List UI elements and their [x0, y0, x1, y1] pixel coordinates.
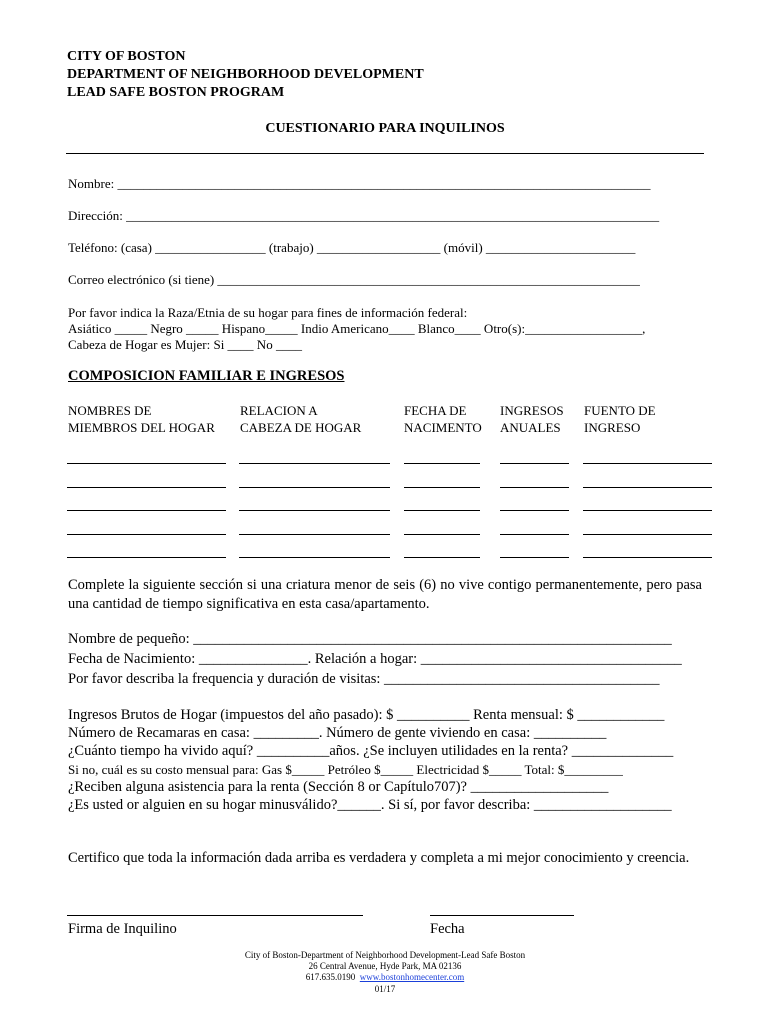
- household-row-4-col-5-field[interactable]: [583, 534, 712, 535]
- email-field[interactable]: Correo electrónico (si tiene) _________________________________________________________________: [68, 272, 640, 287]
- child-intro: Complete la siguiente sección si una criatura menor de seis (6) no vive contigo permanentemente, pero pasa una cantidad de tiempo significativa en esta casa/apartamento.: [68, 577, 702, 612]
- household-row-1-col-2-field[interactable]: [239, 463, 390, 464]
- household-row-2-col-1-field[interactable]: [67, 487, 226, 488]
- visit-frequency-field[interactable]: Por favor describa la frequencia y duración de visitas: ______________________________________: [68, 671, 660, 687]
- female-head-field[interactable]: Cabeza de Hogar es Mujer: Si ____ No ____: [68, 337, 302, 352]
- household-row-3-col-5-field[interactable]: [583, 510, 712, 511]
- residence-time-field[interactable]: ¿Cuánto tiempo ha vivido aquí? __________años. ¿Se incluyen utilidades en la renta? ______________: [68, 743, 674, 759]
- date-label: Fecha: [430, 921, 465, 937]
- certification-text: Certifico que toda la información dada arriba es verdadera y completa a mi mejor conocimiento y creencia.: [68, 850, 690, 866]
- household-row-3-col-1-field[interactable]: [67, 510, 226, 511]
- household-section-title: COMPOSICION FAMILIAR E INGRESOS: [68, 368, 345, 384]
- utility-costs-field[interactable]: Si no, cuál es su costo mensual para: Gas $_____ Petróleo $_____ Electricidad $_____ Total: $_________: [68, 762, 623, 777]
- address-field[interactable]: Dirección: __________________________________________________________________________________: [68, 208, 660, 223]
- signature-line[interactable]: [67, 915, 363, 916]
- household-row-4-col-2-field[interactable]: [239, 534, 390, 535]
- date-line[interactable]: [430, 915, 574, 916]
- title-divider: [66, 153, 704, 154]
- child-birth-field[interactable]: Fecha de Nacimiento: _______________. Relación a hogar: ____________________________________: [68, 651, 682, 667]
- ethnicity-options[interactable]: Asiático _____ Negro _____ Hispano_____ Indio Americano____ Blanco____ Otro(s):__________________,: [68, 321, 646, 336]
- household-row-4-col-4-field[interactable]: [500, 534, 569, 535]
- footer-revision: 01/17: [374, 984, 396, 994]
- household-row-5-col-2-field[interactable]: [239, 557, 390, 558]
- phone-field[interactable]: Teléfono: (casa) _________________ (trabajo) ___________________ (móvil) _______________________: [68, 240, 636, 255]
- disability-field[interactable]: ¿Es usted or alguien en su hogar minusválido?______. Si sí, por favor describa: ___________________: [68, 797, 672, 813]
- col-header-income: INGRESOS ANUALES: [500, 403, 564, 435]
- household-row-2-col-5-field[interactable]: [583, 487, 712, 488]
- ethnicity-prompt: Por favor indica la Raza/Etnia de su hogar para fines de información federal:: [68, 305, 468, 320]
- signature-label: Firma de Inquilino: [68, 921, 177, 937]
- household-row-4-col-3-field[interactable]: [404, 534, 480, 535]
- header-city: CITY OF BOSTON: [67, 49, 186, 64]
- household-row-1-col-5-field[interactable]: [583, 463, 712, 464]
- household-row-5-col-1-field[interactable]: [67, 557, 226, 558]
- rooms-field[interactable]: Número de Recamaras en casa: _________. Número de gente viviendo en casa: __________: [68, 725, 607, 741]
- household-row-3-col-2-field[interactable]: [239, 510, 390, 511]
- household-row-1-col-1-field[interactable]: [67, 463, 226, 464]
- child-name-field[interactable]: Nombre de pequeño: __________________________________________________________________: [68, 631, 672, 647]
- col-header-source: FUENTO DE INGRESO: [584, 403, 656, 435]
- header-department: DEPARTMENT OF NEIGHBORHOOD DEVELOPMENT: [67, 67, 424, 82]
- household-row-2-col-2-field[interactable]: [239, 487, 390, 488]
- footer-website-link[interactable]: www.bostonhomecenter.com: [359, 972, 465, 982]
- col-header-relation: RELACION A CABEZA DE HOGAR: [240, 403, 362, 435]
- household-row-1-col-3-field[interactable]: [404, 463, 480, 464]
- footer-contact: [0, 972, 770, 983]
- household-row-3-col-4-field[interactable]: [500, 510, 569, 511]
- household-row-5-col-5-field[interactable]: [583, 557, 712, 558]
- household-row-1-col-4-field[interactable]: [500, 463, 569, 464]
- footer-org: City of Boston-Department of Neighborhood Development-Lead Safe Boston: [244, 950, 526, 960]
- col-header-names: NOMBRES DE MIEMBROS DEL HOGAR: [68, 403, 215, 435]
- household-row-2-col-4-field[interactable]: [500, 487, 569, 488]
- household-row-3-col-3-field[interactable]: [404, 510, 480, 511]
- name-field[interactable]: Nombre: __________________________________________________________________________________: [68, 176, 651, 191]
- footer-address: 26 Central Avenue, Hyde Park, MA 02136: [308, 961, 462, 971]
- household-row-5-col-3-field[interactable]: [404, 557, 480, 558]
- form-title: CUESTIONARIO PARA INQUILINOS: [265, 121, 505, 136]
- gross-income-field[interactable]: Ingresos Brutos de Hogar (impuestos del año pasado): $ __________ Renta mensual: $ ____________: [68, 707, 665, 723]
- household-row-2-col-3-field[interactable]: [404, 487, 480, 488]
- footer-phone: 617.635.0190: [305, 972, 356, 982]
- rent-assistance-field[interactable]: ¿Reciben alguna asistencia para la renta (Sección 8 or Capítulo707)? ___________________: [68, 779, 609, 795]
- header-program: LEAD SAFE BOSTON PROGRAM: [67, 85, 285, 100]
- household-row-4-col-1-field[interactable]: [67, 534, 226, 535]
- household-row-5-col-4-field[interactable]: [500, 557, 569, 558]
- col-header-birth: FECHA DE NACIMENTO: [404, 403, 482, 435]
